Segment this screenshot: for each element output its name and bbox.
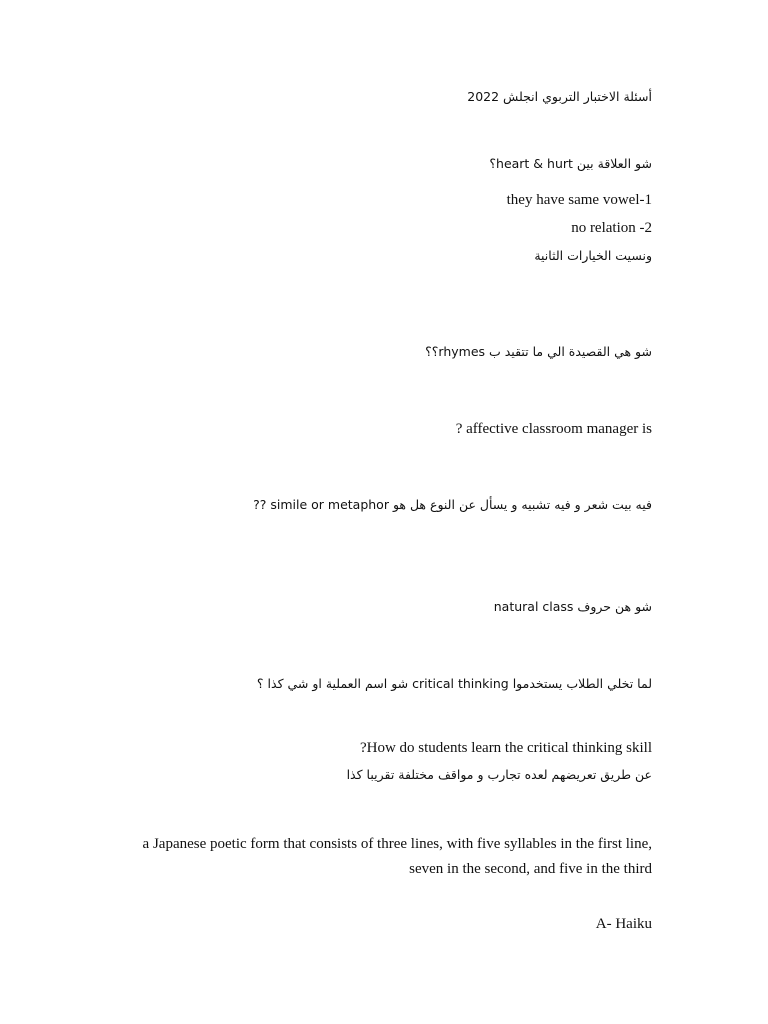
question-rhymes: شو هي القصيدة الي ما تتقيد ب rhymes؟؟ xyxy=(425,344,652,359)
question-natural-class: شو هن حروف natural class xyxy=(493,599,652,614)
option-no-relation: no relation -2 xyxy=(571,220,652,236)
note-forgot-options: ونسيت الخيارات الثانية xyxy=(534,248,652,263)
document-title: أسئلة الاختبار التربوي انجلش 2022 xyxy=(467,89,652,104)
question-critical-thinking-skill: ?How do students learn the critical thinking skill xyxy=(359,740,652,756)
question-japanese-poetic-form-line2: seven in the second, and five in the third xyxy=(409,861,652,877)
question-japanese-poetic-form xyxy=(112,832,652,882)
question-heart-hurt: شو العلاقة بين heart & hurt؟ xyxy=(489,156,652,171)
question-simile-metaphor: فيه بيت شعر و فيه تشبيه و يسأل عن النوع هل هو simile or metaphor ?? xyxy=(253,497,652,512)
option-same-vowel: they have same vowel-1 xyxy=(506,192,652,208)
answer-haiku: A- Haiku xyxy=(595,916,652,932)
question-critical-thinking-process: لما تخلي الطلاب يستخدموا critical thinking شو اسم العملية او شي كذا ؟ xyxy=(256,676,652,691)
question-japanese-poetic-form-line1: a Japanese poetic form that consists of three lines, with five syllables in the first line, xyxy=(142,836,652,852)
answer-critical-thinking-skill: عن طريق تعريضهم لعده تجارب و مواقف مختلفة تقريبا كذا xyxy=(346,767,652,782)
question-classroom-manager: ? affective classroom manager is xyxy=(455,421,652,437)
